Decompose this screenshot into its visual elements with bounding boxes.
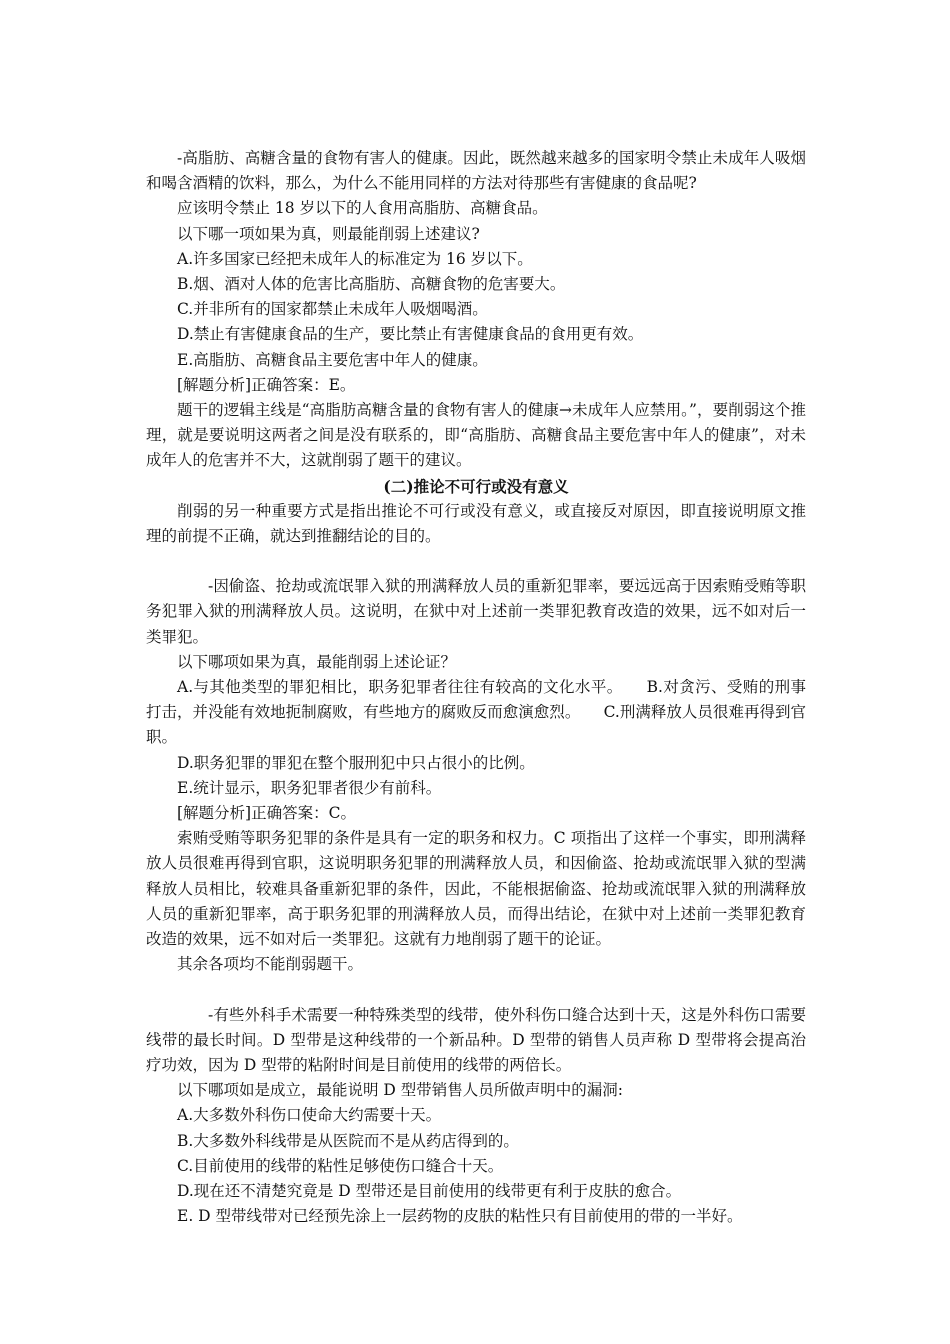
q1-proposal: 应该明令禁止 18 岁以下的人食用高脂肪、高糖食品。 <box>177 199 548 218</box>
q1-option-b: B.烟、酒对人体的危害比高脂肪、高糖食物的危害要大。 <box>177 275 566 294</box>
q1-stem: -高脂肪、高糖含量的食物有害人的健康。因此，既然越来越多的国家明令禁止未成年人吸烟和喝含酒精的饮料，那么，为什么不能用同样的方法对待那些有害健康的食品呢? <box>146 149 806 193</box>
section-intro: 削弱的另一种重要方式是指出推论不可行或没有意义，或直接反对原因，即直接说明原文推理的前提不正确，就达到推翻结论的目的。 <box>146 501 806 546</box>
q2-question: 以下哪项如果为真，最能削弱上述论证？ <box>177 652 457 671</box>
q3-option-d: D.现在还不清楚究竟是 D 型带还是目前使用的线带更有利于皮肤的愈合。 <box>177 1181 682 1200</box>
q3-option-b: B.大多数外科线带是从医院而不是从药店得到的。 <box>177 1131 519 1150</box>
q2-options-abc: A.与其他类型的罪犯相比，职务犯罪者往往有较高的文化水平。 B.对贪污、受贿的刑事打击，并没能有效地扼制腐败，有些地方的腐败反而愈演愈烈。 C.刑满释放人员很难再得到官职。 <box>146 678 806 747</box>
q2-stem: -因偷盗、抢劫或流氓罪入狱的刑满释放人员的重新犯罪率，要远远高于因索贿受贿等职务犯罪入狱的刑满释放人员。这说明，在狱中对上述前一类罪犯教育改造的效果，远不如对后一类罪犯。 <box>146 577 806 646</box>
q3-stem: -有些外科手术需要一种特殊类型的线带，使外科伤口缝合达到十天，这是外科伤口需要线带的最长时间。D 型带是这种线带的一个新品种。D 型带的销售人员声称 D 型带将会提高治疗功效，因为 D 型带的粘附时间是目前使用的线带的两倍长。 <box>146 1005 806 1074</box>
spacer <box>146 549 806 574</box>
spacer <box>146 978 806 1003</box>
q1-option-c: C.并非所有的国家都禁止未成年人吸烟喝酒。 <box>177 300 488 319</box>
q2-option-e: E.统计显示，职务犯罪者很少有前科。 <box>177 778 442 797</box>
section-heading: (二)推论不可行或没有意义 <box>383 476 569 496</box>
q1-option-d: D.禁止有害健康食品的生产，要比禁止有害健康食品的食用更有效。 <box>177 325 644 344</box>
q1-question: 以下哪一项如果为真，则最能削弱上述建议? <box>177 224 480 243</box>
q3-question: 以下哪项如是成立，最能说明 D 型带销售人员所做声明中的漏洞: <box>177 1081 624 1100</box>
q1-option-a: A.许多国家已经把未成年人的标准定为 16 岁以下。 <box>177 249 533 268</box>
q1-answer: [解题分析]正确答案：E。 <box>177 375 356 394</box>
q2-option-d: D.职务犯罪的罪犯在整个服刑犯中只占很小的比例。 <box>177 753 535 772</box>
q3-option-c: C.目前使用的线带的粘性足够使伤口缝合十天。 <box>177 1156 504 1175</box>
document-body <box>146 146 806 1229</box>
q3-option-e: E. D 型带线带对已经预先涂上一层药物的皮肤的粘性只有目前使用的带的一半好。 <box>177 1207 743 1226</box>
q3-option-a: A.大多数外科伤口使命大约需要十天。 <box>177 1106 442 1125</box>
q2-analysis: 索贿受贿等职务犯罪的条件是具有一定的职务和权力。C 项指出了这样一个事实，即刑满释放人员很难再得到官职，这说明职务犯罪的刑满释放人员，和因偷盗、抢劫或流氓罪入狱的型满释放人员相比，较难具备重新犯罪的条件，因此，不能根据偷盗、抢劫或流氓罪入狱的刑满释放人员的重新犯罪率，高于职务犯罪的刑满释放人员，而得出结论，在狱中对上述前一类罪犯教育改造的效果，远不如对后一类罪犯。这就有力地削弱了题干的论证。 <box>146 829 806 949</box>
q1-option-e: E.高脂肪、高糖食品主要危害中年人的健康。 <box>177 350 488 369</box>
q1-analysis: 题干的逻辑主线是“高脂肪高糖含量的食物有害人的健康→未成年人应禁用。”，要削弱这个推理，就是要说明这两者之间是没有联系的，即“高脂肪、高糖食品主要危害中年人的健康”，对未成年人的危害并不大，这就削弱了题干的建议。 <box>146 401 806 470</box>
q2-remark: 其余各项均不能削弱题干。 <box>177 955 364 974</box>
q2-answer: [解题分析]正确答案：C。 <box>177 804 356 823</box>
